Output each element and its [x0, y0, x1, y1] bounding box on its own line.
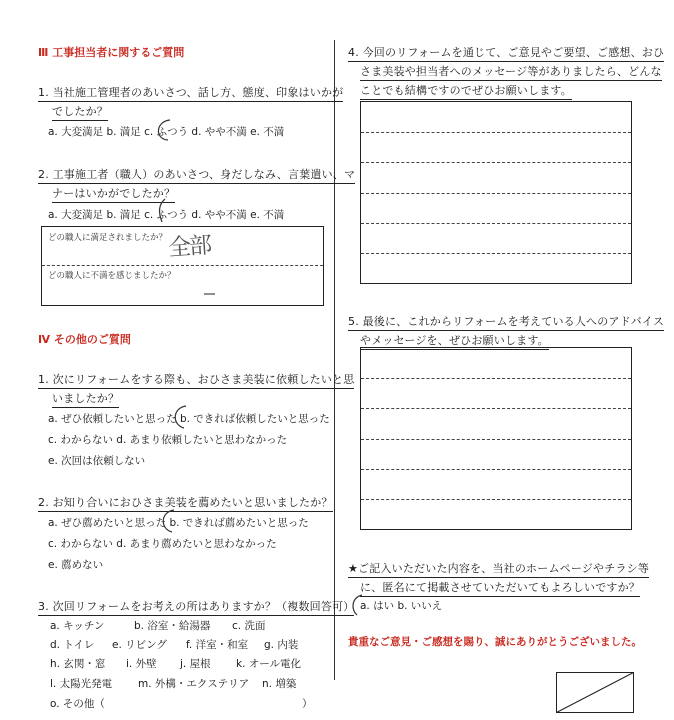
s4-q1-line1: 1. 次にリフォームをする際も、おひさま美装に依頼したいと思 — [38, 371, 354, 389]
s4-q3-opt-toilet: d. トイレ — [50, 639, 95, 651]
s4-q3-opt-roof: j. 屋根 — [180, 658, 211, 670]
s4-q3-opt-exterior-wall: i. 外壁 — [126, 658, 157, 670]
s4-q3-opt-other-close: ） — [302, 698, 313, 710]
s4-q3-opt-interior: g. 内装 — [264, 639, 299, 651]
s4-q4-answer-box[interactable] — [360, 101, 632, 284]
answer-line — [361, 439, 631, 440]
s4-q5-answer-box[interactable] — [360, 347, 632, 530]
answer-line — [361, 499, 631, 500]
consent-options: a. はい b. いいえ — [360, 600, 443, 612]
s4-q1-option-row1: a. ぜひ依頼したいと思った b. できれば依頼したいと思った — [48, 413, 330, 425]
s3-q2-check-mark — [150, 196, 174, 226]
s4-q3-opt-entrance: h. 玄関・窓 — [50, 658, 106, 670]
s4-q2-option-row2: c. わからない d. あまり薦めたいと思わなかった — [48, 538, 277, 550]
answer-line — [361, 162, 631, 163]
s4-q3-opt-bath: b. 浴室・給湯器 — [134, 620, 211, 632]
answer-line — [361, 378, 631, 379]
answer-line — [361, 132, 631, 133]
consent-circle-mark — [348, 592, 370, 618]
answer-line — [361, 223, 631, 224]
s4-q3-opt-other: o. その他（ — [50, 698, 105, 710]
handwritten-answer: 全部 — [167, 232, 212, 262]
s4-q3-opt-extension: n. 増築 — [262, 678, 297, 690]
s3-q1-line2: でしたか？ — [52, 103, 108, 121]
s3-q2-box-question-1: どの職人に満足されましたか？ — [48, 233, 168, 243]
s4-q1-option-row2: c. わからない d. あまり依頼したいと思わなかった — [48, 434, 288, 446]
s4-q2-circle-mark — [156, 507, 182, 535]
s3-q1-line1: 1. 当社施工管理者のあいさつ、話し方、態度、印象はいかが — [38, 84, 343, 102]
s4-q4-line2: さま美装や担当者へのメッセージ等がありましたら、どんな — [360, 63, 662, 81]
s4-q3-opt-kitchen: a. キッチン — [50, 620, 105, 632]
s4-q3-opt-all-electric: k. オール電化 — [236, 658, 302, 670]
consent-line1: ★ご記入いただいた内容を、当社のホームページやチラシ等 — [348, 560, 649, 578]
answer-line — [361, 193, 631, 194]
s4-q3-opt-rooms: f. 洋室・和室 — [186, 639, 249, 651]
stamp-box — [556, 672, 634, 713]
s4-q2-line1: 2. お知り合いにおひさま美装を薦めたいと思いましたか？ — [38, 494, 333, 512]
s4-q3-opt-solar: l. 太陽光発電 — [50, 678, 113, 690]
answer-line — [361, 253, 631, 254]
s4-q4-line3: ことでも結構ですのでぜひお願いします。 — [360, 82, 572, 100]
s3-q2-box-question-2: どの職人に不満を感じましたか？ — [48, 271, 176, 281]
s4-q3-line1: 3. 次回リフォームをお考えの所はありますか？（複数回答可） — [38, 598, 354, 616]
section-3-title: Ⅲ 工事担当者に関するご質問 — [38, 46, 185, 59]
s3-q2-options: a. 大変満足 b. 満足 c. ふつう d. やや不満 e. 不満 — [48, 209, 285, 221]
s3-q2-line1: 2. 工事施工者（職人）のあいさつ、身だしなみ、言葉遣い、マ — [38, 166, 355, 184]
s4-q4-line1: 4. 今回のリフォームを通じて、ご意見やご要望、ご感想、おひ — [348, 44, 664, 62]
s4-q1-line2: いましたか？ — [52, 390, 119, 408]
s4-q3-opt-exterior: m. 外構・エクステリア — [138, 678, 250, 690]
answer-line — [361, 408, 631, 409]
thanks-message: 貴重なご意見・ご感想を賜り、誠にありがとうございました。 — [348, 636, 642, 648]
s4-q3-opt-washroom: c. 洗面 — [232, 620, 266, 632]
consent-line2: に、匿名にて掲載させていただいてもよろしいですか？ — [360, 579, 640, 597]
s3-q2-line2: ナーはいかがでしたか？ — [52, 185, 175, 203]
column-divider — [334, 40, 335, 680]
s4-q1-option-row3: e. 次回は依頼しない — [48, 455, 146, 467]
s4-q5-line2: やメッセージを、ぜひお願いします。 — [360, 332, 549, 350]
s4-q2-option-row3: e. 薦めない — [48, 559, 104, 571]
answer-line — [361, 469, 631, 470]
section-4-title: Ⅳ その他のご質問 — [38, 333, 131, 346]
s3-q1-options: a. 大変満足 b. 満足 c. ふつう d. やや不満 e. 不満 — [48, 126, 285, 138]
s4-q1-circle-mark — [168, 403, 194, 431]
s4-q2-option-row1: a. ぜひ薦めたいと思った b. できれば薦めたいと思った — [48, 517, 309, 529]
s3-q1-circle-mark — [150, 117, 180, 143]
handwritten-dash — [202, 290, 218, 298]
s4-q3-opt-living: e. リビング — [112, 639, 167, 651]
comment-box-divider — [42, 265, 323, 266]
s4-q5-line1: 5. 最後に、これからリフォームを考えている人へのアドバイス — [348, 313, 664, 331]
